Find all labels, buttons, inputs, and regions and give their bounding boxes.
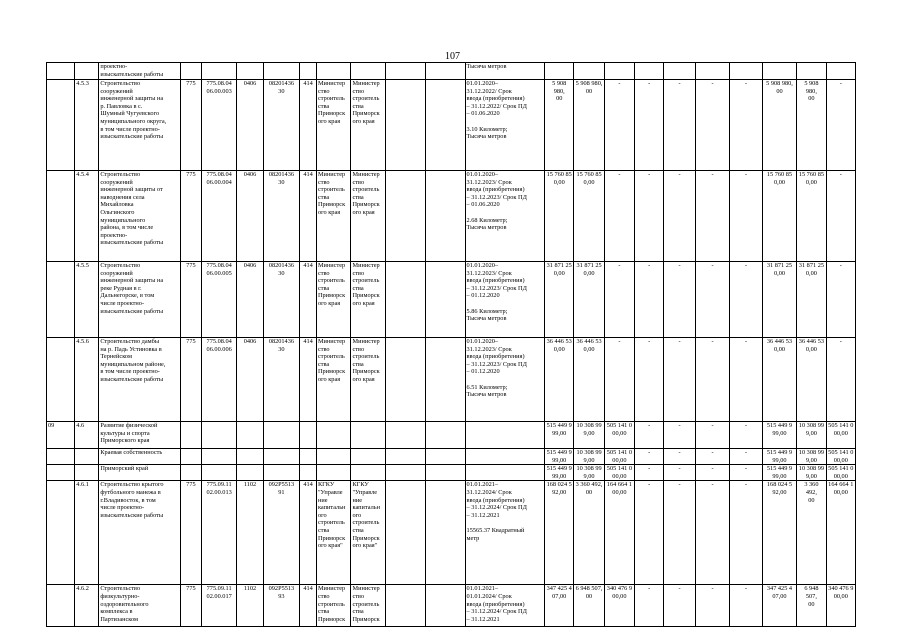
cell-total-amount: 515 449 9 99,00 [545,465,574,481]
cell-section-subsection: 0406 [237,80,263,171]
cell-extra-col-1 [386,262,426,338]
cell-extra-col-1 [386,481,426,585]
cell-expense-type [300,465,317,481]
cell-ministry-code [180,465,201,481]
cell-deadlines-capacity: 01.01.2021– 01.01.2024/ Срок ввода (приобретения) – 31.12.2024/ Срок ПД – 31.12.2021 [465,585,545,627]
cell-expense-type: 414 [300,171,317,262]
cell-val-5: - [664,80,695,171]
cell-federal-budget-2: 505 141 0 00,00 [826,422,855,449]
cell-total-amount-2 [762,63,797,80]
cell-val-4 [635,63,664,80]
table-row [47,465,856,481]
cell-extra-col-2 [425,63,465,80]
cell-val-5: - [664,262,695,338]
cell-deadlines-capacity: 01.01.2021– 31.12.2024/ Срок ввода (приобретения) – 31.12.2024/ Срок ПД – 31.12.2021 15565.37 Квадратный метр [465,481,545,585]
cell-extra-col-2 [425,338,465,422]
cell-federal-budget [604,63,634,80]
cell-row-number [47,80,75,171]
cell-state-customer [351,63,386,80]
cell-extra-col-2 [425,585,465,627]
cell-object-name: Краевая собственность [99,449,181,465]
cell-regional-budget-2 [797,63,826,80]
cell-row-number [47,338,75,422]
cell-row-number [47,449,75,465]
cell-extra-col-2 [425,171,465,262]
cell-federal-budget: - [604,262,634,338]
cell-val-6: - [695,422,730,449]
cell-ministry-code: 775 [180,481,201,585]
cell-object-name: Строительство сооружений инженерной защиты на р. Павловка в с. Шумный Чугуевского муниципального округа, в том числе проектно- изыскательские работы [99,80,181,171]
cell-expense-type [300,422,317,449]
cell-val-5: - [664,585,695,627]
cell-section-code: 4.5.4 [75,171,99,262]
cell-val-6: - [695,449,730,465]
cell-section-code: 4.5.5 [75,262,99,338]
cell-deadlines-capacity: 01.01.2020– 31.12.2023/ Срок ввода (приобретения) – 31.12.2023/ Срок ПД – 01.06.2020 2.68 Километр; Тысяча метров [465,171,545,262]
cell-section-subsection [237,63,263,80]
cell-responsible-executor [316,63,351,80]
cell-regional-budget: 15 760 85 0,00 [574,171,604,262]
cell-target-article: 08201436 30 [263,171,300,262]
cell-responsible-executor [316,422,351,449]
cell-total-amount-2: 515 449 9 99,00 [762,465,797,481]
cell-val-4: - [635,80,664,171]
cell-ministry-code [180,449,201,465]
cell-val-7: - [730,262,762,338]
cell-object-code: 775.09.11 02.00.013 [201,481,237,585]
cell-section-subsection: 0406 [237,262,263,338]
cell-section-subsection [237,465,263,481]
cell-target-article: 092P5513 93 [263,585,300,627]
table-row [47,585,856,627]
cell-val-4: - [635,465,664,481]
cell-total-amount-2: 31 871 25 0,00 [762,262,797,338]
cell-regional-budget [574,63,604,80]
table-row [47,171,856,262]
cell-val-4: - [635,422,664,449]
cell-val-7: - [730,481,762,585]
table-row [47,481,856,585]
cell-state-customer: Министер ство строитель ства Приморск [351,585,386,627]
cell-state-customer: Министер ство строитель ства Приморск ого края [351,262,386,338]
cell-extra-col-1 [386,465,426,481]
cell-federal-budget-2: 505 141 0 00,00 [826,449,855,465]
cell-expense-type: 414 [300,481,317,585]
cell-regional-budget: 31 871 25 0,00 [574,262,604,338]
cell-expense-type [300,449,317,465]
cell-object-name: Строительство физкультурно- оздоровительного комплекса в Партизанском [99,585,181,627]
cell-regional-budget-2: 36 446 53 0,00 [797,338,826,422]
cell-extra-col-1 [386,171,426,262]
cell-federal-budget: 505 141 0 00,00 [604,422,634,449]
cell-object-code: 775.08.04 06.00.004 [201,171,237,262]
cell-row-number [47,465,75,481]
cell-target-article [263,449,300,465]
cell-extra-col-2 [425,465,465,481]
cell-responsible-executor: КГКУ "Управле ние капитальн ого строитель ства Приморск ого края" [316,481,351,585]
cell-total-amount-2: 5 908 980, 00 [762,80,797,171]
cell-target-article [263,465,300,481]
cell-extra-col-1 [386,80,426,171]
cell-object-code: 775.08.04 06.00.006 [201,338,237,422]
cell-ministry-code [180,63,201,80]
cell-deadlines-capacity [465,422,545,449]
cell-total-amount-2: 515 449 9 99,00 [762,422,797,449]
cell-ministry-code: 775 [180,585,201,627]
cell-object-code: 775.09.11 02.00.017 [201,585,237,627]
cell-federal-budget-2: 505 141 0 00,00 [826,465,855,481]
cell-regional-budget-2: 3 360 492, 00 [797,481,826,585]
cell-total-amount-2: 168 024 5 92,00 [762,481,797,585]
cell-federal-budget: - [604,338,634,422]
cell-target-article: 08201436 30 [263,262,300,338]
cell-regional-budget: 36 446 53 0,00 [574,338,604,422]
cell-ministry-code: 775 [180,338,201,422]
cell-regional-budget-2: 15 760 85 0,00 [797,171,826,262]
cell-target-article: 092P5513 91 [263,481,300,585]
cell-object-code: 775.08.04 06.00.003 [201,80,237,171]
cell-val-7: - [730,465,762,481]
cell-row-number [47,585,75,627]
cell-object-name: Строительство дамбы на р. Падь Устиновка в Тернейском муниципальном районе, в том числе проектно- изыскательские работы [99,338,181,422]
cell-object-name: Строительство крытого футбольного манежа в г.Владивосток, в том числе проектно- изыскательские работы [99,481,181,585]
cell-section-subsection [237,449,263,465]
cell-section-code [75,465,99,481]
cell-responsible-executor: Министер ство строитель ства Приморск ого края [316,338,351,422]
cell-val-4: - [635,585,664,627]
cell-object-code [201,422,237,449]
cell-object-code [201,449,237,465]
cell-deadlines-capacity: 01.01.2020– 31.12.2023/ Срок ввода (приобретения) – 31.12.2023/ Срок ПД – 01.12.2020 5.86 Километр; Тысяча метров [465,262,545,338]
cell-federal-budget-2: - [826,338,855,422]
table-row [47,422,856,449]
cell-val-5: - [664,449,695,465]
cell-total-amount-2: 36 446 53 0,00 [762,338,797,422]
cell-val-5: - [664,465,695,481]
cell-val-7 [730,63,762,80]
cell-expense-type: 414 [300,80,317,171]
cell-regional-budget: 3 360 492, 00 [574,481,604,585]
cell-extra-col-2 [425,449,465,465]
cell-regional-budget-2: 6 948 507, 00 [797,585,826,627]
cell-val-6: - [695,338,730,422]
cell-val-5: - [664,422,695,449]
cell-val-7: - [730,171,762,262]
cell-section-subsection [237,422,263,449]
cell-extra-col-2 [425,80,465,171]
cell-section-code: 4.6.2 [75,585,99,627]
cell-val-6: - [695,262,730,338]
cell-total-amount: 31 871 25 0,00 [545,262,574,338]
cell-deadlines-capacity: Тысяча метров [465,63,545,80]
table-row [47,449,856,465]
cell-row-number [47,63,75,80]
table-body [47,63,856,627]
cell-section-code: 4.5.3 [75,80,99,171]
cell-regional-budget: 10 308 99 9,00 [574,465,604,481]
cell-val-4: - [635,171,664,262]
cell-object-code: 775.08.04 06.00.005 [201,262,237,338]
cell-expense-type: 414 [300,585,317,627]
cell-val-5: - [664,481,695,585]
cell-total-amount: 5 908 980, 00 [545,80,574,171]
cell-val-6: - [695,481,730,585]
cell-regional-budget-2: 10 308 99 9,00 [797,465,826,481]
cell-val-6: - [695,80,730,171]
cell-val-7: - [730,449,762,465]
cell-section-code: 4.6 [75,422,99,449]
cell-extra-col-1 [386,585,426,627]
cell-ministry-code: 775 [180,80,201,171]
cell-regional-budget: 10 308 99 9,00 [574,449,604,465]
cell-expense-type: 414 [300,262,317,338]
cell-object-code [201,465,237,481]
cell-federal-budget: 505 141 0 00,00 [604,465,634,481]
cell-responsible-executor: Министер ство строитель ства Приморск ого края [316,171,351,262]
cell-section-subsection: 1102 [237,585,263,627]
cell-row-number: 09 [47,422,75,449]
cell-regional-budget: 5 908 980, 00 [574,80,604,171]
cell-federal-budget: 340 476 9 00,00 [604,585,634,627]
cell-deadlines-capacity: 01.01.2020– 31.12.2022/ Срок ввода (приобретения) – 31.12.2022/ Срок ПД – 01.06.2020 3.10 Километр; Тысяча метров [465,80,545,171]
cell-federal-budget-2 [826,63,855,80]
cell-object-name: Строительство сооружений инженерной защиты на реке Рудная в г. Дальнегорске, в том числе проектно- изыскательские работы [99,262,181,338]
cell-federal-budget-2: - [826,171,855,262]
cell-federal-budget-2: 340 476 9 00,00 [826,585,855,627]
cell-extra-col-2 [425,481,465,585]
cell-total-amount: 515 449 9 99,00 [545,449,574,465]
cell-total-amount: 347 425 4 07,00 [545,585,574,627]
cell-val-7: - [730,80,762,171]
cell-object-name: Развитие физической культуры и спорта Приморского края [99,422,181,449]
cell-section-subsection: 0406 [237,338,263,422]
cell-federal-budget: - [604,171,634,262]
cell-deadlines-capacity [465,449,545,465]
cell-row-number [47,171,75,262]
cell-val-6: - [695,465,730,481]
cell-target-article: 08201436 30 [263,80,300,171]
cell-val-4: - [635,338,664,422]
cell-total-amount [545,63,574,80]
cell-responsible-executor [316,465,351,481]
cell-regional-budget-2: 10 308 99 9,00 [797,449,826,465]
cell-section-code: 4.6.1 [75,481,99,585]
cell-extra-col-2 [425,262,465,338]
cell-regional-budget: 6 948 507, 00 [574,585,604,627]
cell-val-7: - [730,338,762,422]
table-row [47,262,856,338]
cell-deadlines-capacity: 01.01.2020– 31.12.2023/ Срок ввода (приобретения) – 31.12.2023/ Срок ПД – 01.12.2020 6.51 Километр; Тысяча метров [465,338,545,422]
cell-object-code [201,63,237,80]
cell-state-customer: КГКУ "Управле ние капитальн ого строитель ства Приморск ого края" [351,481,386,585]
cell-target-article: 08201436 30 [263,338,300,422]
cell-ministry-code: 775 [180,171,201,262]
cell-state-customer: Министер ство строитель ства Приморск ого края [351,171,386,262]
cell-total-amount-2: 515 449 9 99,00 [762,449,797,465]
cell-federal-budget: - [604,80,634,171]
cell-ministry-code: 775 [180,262,201,338]
cell-val-6 [695,63,730,80]
cell-row-number [47,481,75,585]
cell-state-customer [351,422,386,449]
cell-val-4: - [635,481,664,585]
cell-object-name: проектно- изыскательские работы [99,63,181,80]
cell-target-article [263,422,300,449]
cell-val-5: - [664,171,695,262]
cell-state-customer: Министер ство строитель ства Приморск ого края [351,338,386,422]
cell-section-subsection: 0406 [237,171,263,262]
cell-val-5: - [664,338,695,422]
budget-table [46,62,856,627]
cell-val-6: - [695,585,730,627]
table-row [47,80,856,171]
cell-deadlines-capacity [465,465,545,481]
cell-target-article [263,63,300,80]
cell-regional-budget-2: 31 871 25 0,00 [797,262,826,338]
cell-ministry-code [180,422,201,449]
cell-section-code [75,63,99,80]
cell-responsible-executor: Министер ство строитель ства Приморск ого края [316,262,351,338]
cell-val-5 [664,63,695,80]
cell-val-7: - [730,422,762,449]
cell-state-customer [351,449,386,465]
table-row [47,338,856,422]
cell-responsible-executor: Министер ство строитель ства Приморск ого края [316,80,351,171]
cell-regional-budget-2: 10 308 99 9,00 [797,422,826,449]
cell-expense-type [300,63,317,80]
cell-federal-budget-2: - [826,80,855,171]
cell-val-7: - [730,585,762,627]
cell-extra-col-1 [386,422,426,449]
cell-total-amount: 515 449 9 99,00 [545,422,574,449]
cell-val-4: - [635,262,664,338]
cell-total-amount-2: 15 760 85 0,00 [762,171,797,262]
cell-regional-budget-2: 5 908 980, 00 [797,80,826,171]
cell-responsible-executor [316,449,351,465]
cell-total-amount: 36 446 53 0,00 [545,338,574,422]
cell-federal-budget: 505 141 0 00,00 [604,449,634,465]
cell-total-amount: 168 024 5 92,00 [545,481,574,585]
cell-section-code [75,449,99,465]
cell-state-customer [351,465,386,481]
cell-object-name: Строительство сооружений инженерной защиты от наводнения села Михайловка Ольгинского муниципального района, в том числе проектно- изыскательские работы [99,171,181,262]
page-number: 107 [445,51,460,62]
cell-state-customer: Министер ство строитель ства Приморск ого края [351,80,386,171]
cell-extra-col-1 [386,449,426,465]
cell-regional-budget: 10 308 99 9,00 [574,422,604,449]
cell-extra-col-1 [386,63,426,80]
cell-val-6: - [695,171,730,262]
cell-responsible-executor: Министер ство строитель ства Приморск [316,585,351,627]
cell-expense-type: 414 [300,338,317,422]
cell-total-amount-2: 347 425 4 07,00 [762,585,797,627]
cell-federal-budget-2: - [826,262,855,338]
cell-federal-budget-2: 164 664 1 00,00 [826,481,855,585]
cell-federal-budget: 164 664 1 00,00 [604,481,634,585]
cell-row-number [47,262,75,338]
cell-object-name: Приморский край [99,465,181,481]
table-row [47,63,856,80]
cell-total-amount: 15 760 85 0,00 [545,171,574,262]
cell-section-subsection: 1102 [237,481,263,585]
cell-extra-col-1 [386,338,426,422]
cell-extra-col-2 [425,422,465,449]
cell-section-code: 4.5.6 [75,338,99,422]
cell-val-4: - [635,449,664,465]
